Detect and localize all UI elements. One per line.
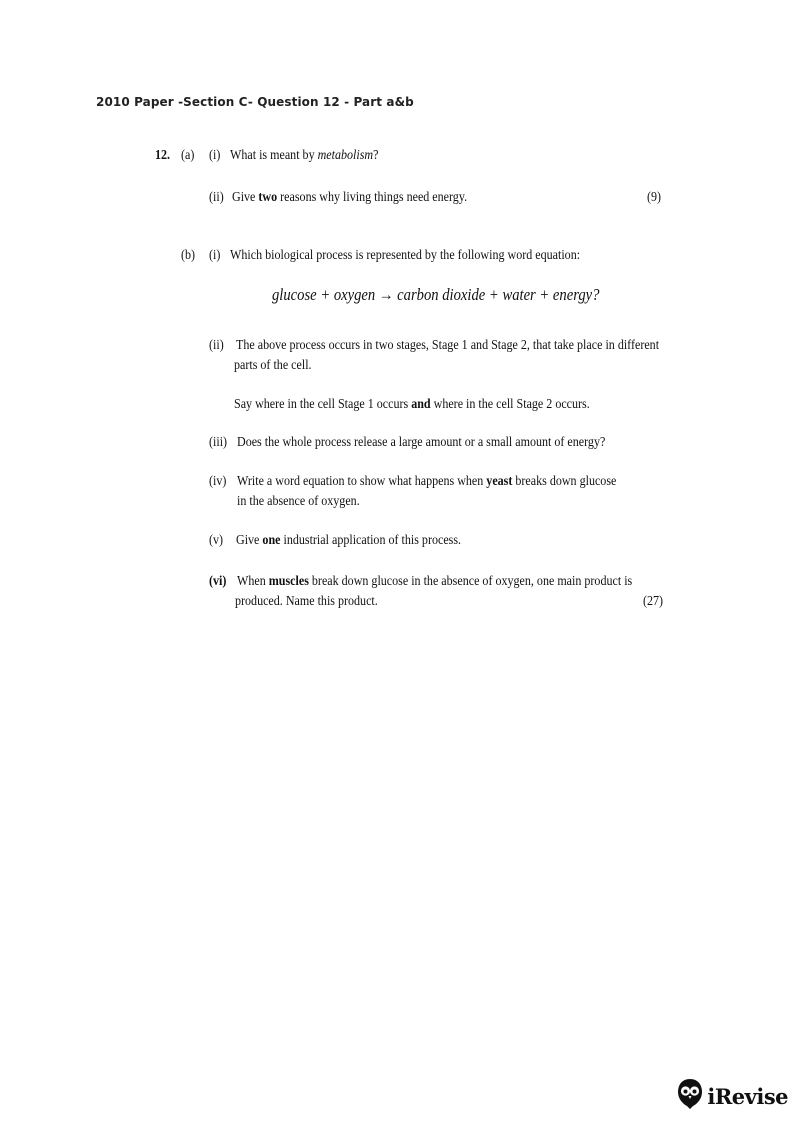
part-b-vi-line1: When muscles break down glucose in the absence of oxygen, one main product is bbox=[237, 574, 633, 589]
part-b-iv-line2: in the absence of oxygen. bbox=[237, 494, 360, 509]
part-a-label: (a) bbox=[181, 148, 195, 163]
part-b-ii-line3: Say where in the cell Stage 1 occurs and where in the cell Stage 2 occurs. bbox=[234, 397, 590, 412]
part-b-iii-number: (iii) bbox=[209, 435, 228, 450]
part-b-marks: (27) bbox=[643, 594, 664, 609]
part-a-i-number: (i) bbox=[209, 148, 221, 163]
part-b-label: (b) bbox=[181, 248, 196, 263]
owl-icon bbox=[677, 1078, 703, 1115]
brand-logo bbox=[677, 1078, 788, 1115]
part-b-v-text: Give one industrial application of this process. bbox=[236, 533, 462, 548]
part-b-ii-number: (ii) bbox=[209, 338, 224, 353]
part-a-ii-text: Give two reasons why living things need energy. bbox=[232, 190, 468, 205]
part-b-ii-line1: The above process occurs in two stages, Stage 1 and Stage 2, that take place in different bbox=[236, 338, 660, 353]
part-b-iii-text: Does the whole process release a large amount or a small amount of energy? bbox=[237, 435, 606, 450]
part-b-vi-number: (vi) bbox=[209, 574, 227, 589]
part-b-v-number: (v) bbox=[209, 533, 224, 548]
part-b-i-number: (i) bbox=[209, 248, 221, 263]
question-number: 12. bbox=[155, 148, 171, 163]
part-b-iv-number: (iv) bbox=[209, 474, 227, 489]
part-a-ii-number: (ii) bbox=[209, 190, 224, 205]
part-b-i-text: Which biological process is represented by the following word equation: bbox=[230, 248, 581, 263]
page-title: 2010 Paper -Section C- Question 12 - Part a&b bbox=[96, 95, 414, 109]
part-b-vi-line2: produced. Name this product. bbox=[235, 594, 378, 609]
brand-name: iRevise bbox=[707, 1084, 788, 1109]
part-a-marks: (9) bbox=[647, 190, 662, 205]
word-equation: glucose + oxygen → carbon dioxide + water + energy? bbox=[272, 285, 600, 304]
part-b-iv-line1: Write a word equation to show what happens when yeast breaks down glucose bbox=[237, 474, 617, 489]
part-a-i-text: What is meant by metabolism? bbox=[230, 148, 379, 163]
part-b-ii-line2: parts of the cell. bbox=[234, 358, 312, 373]
